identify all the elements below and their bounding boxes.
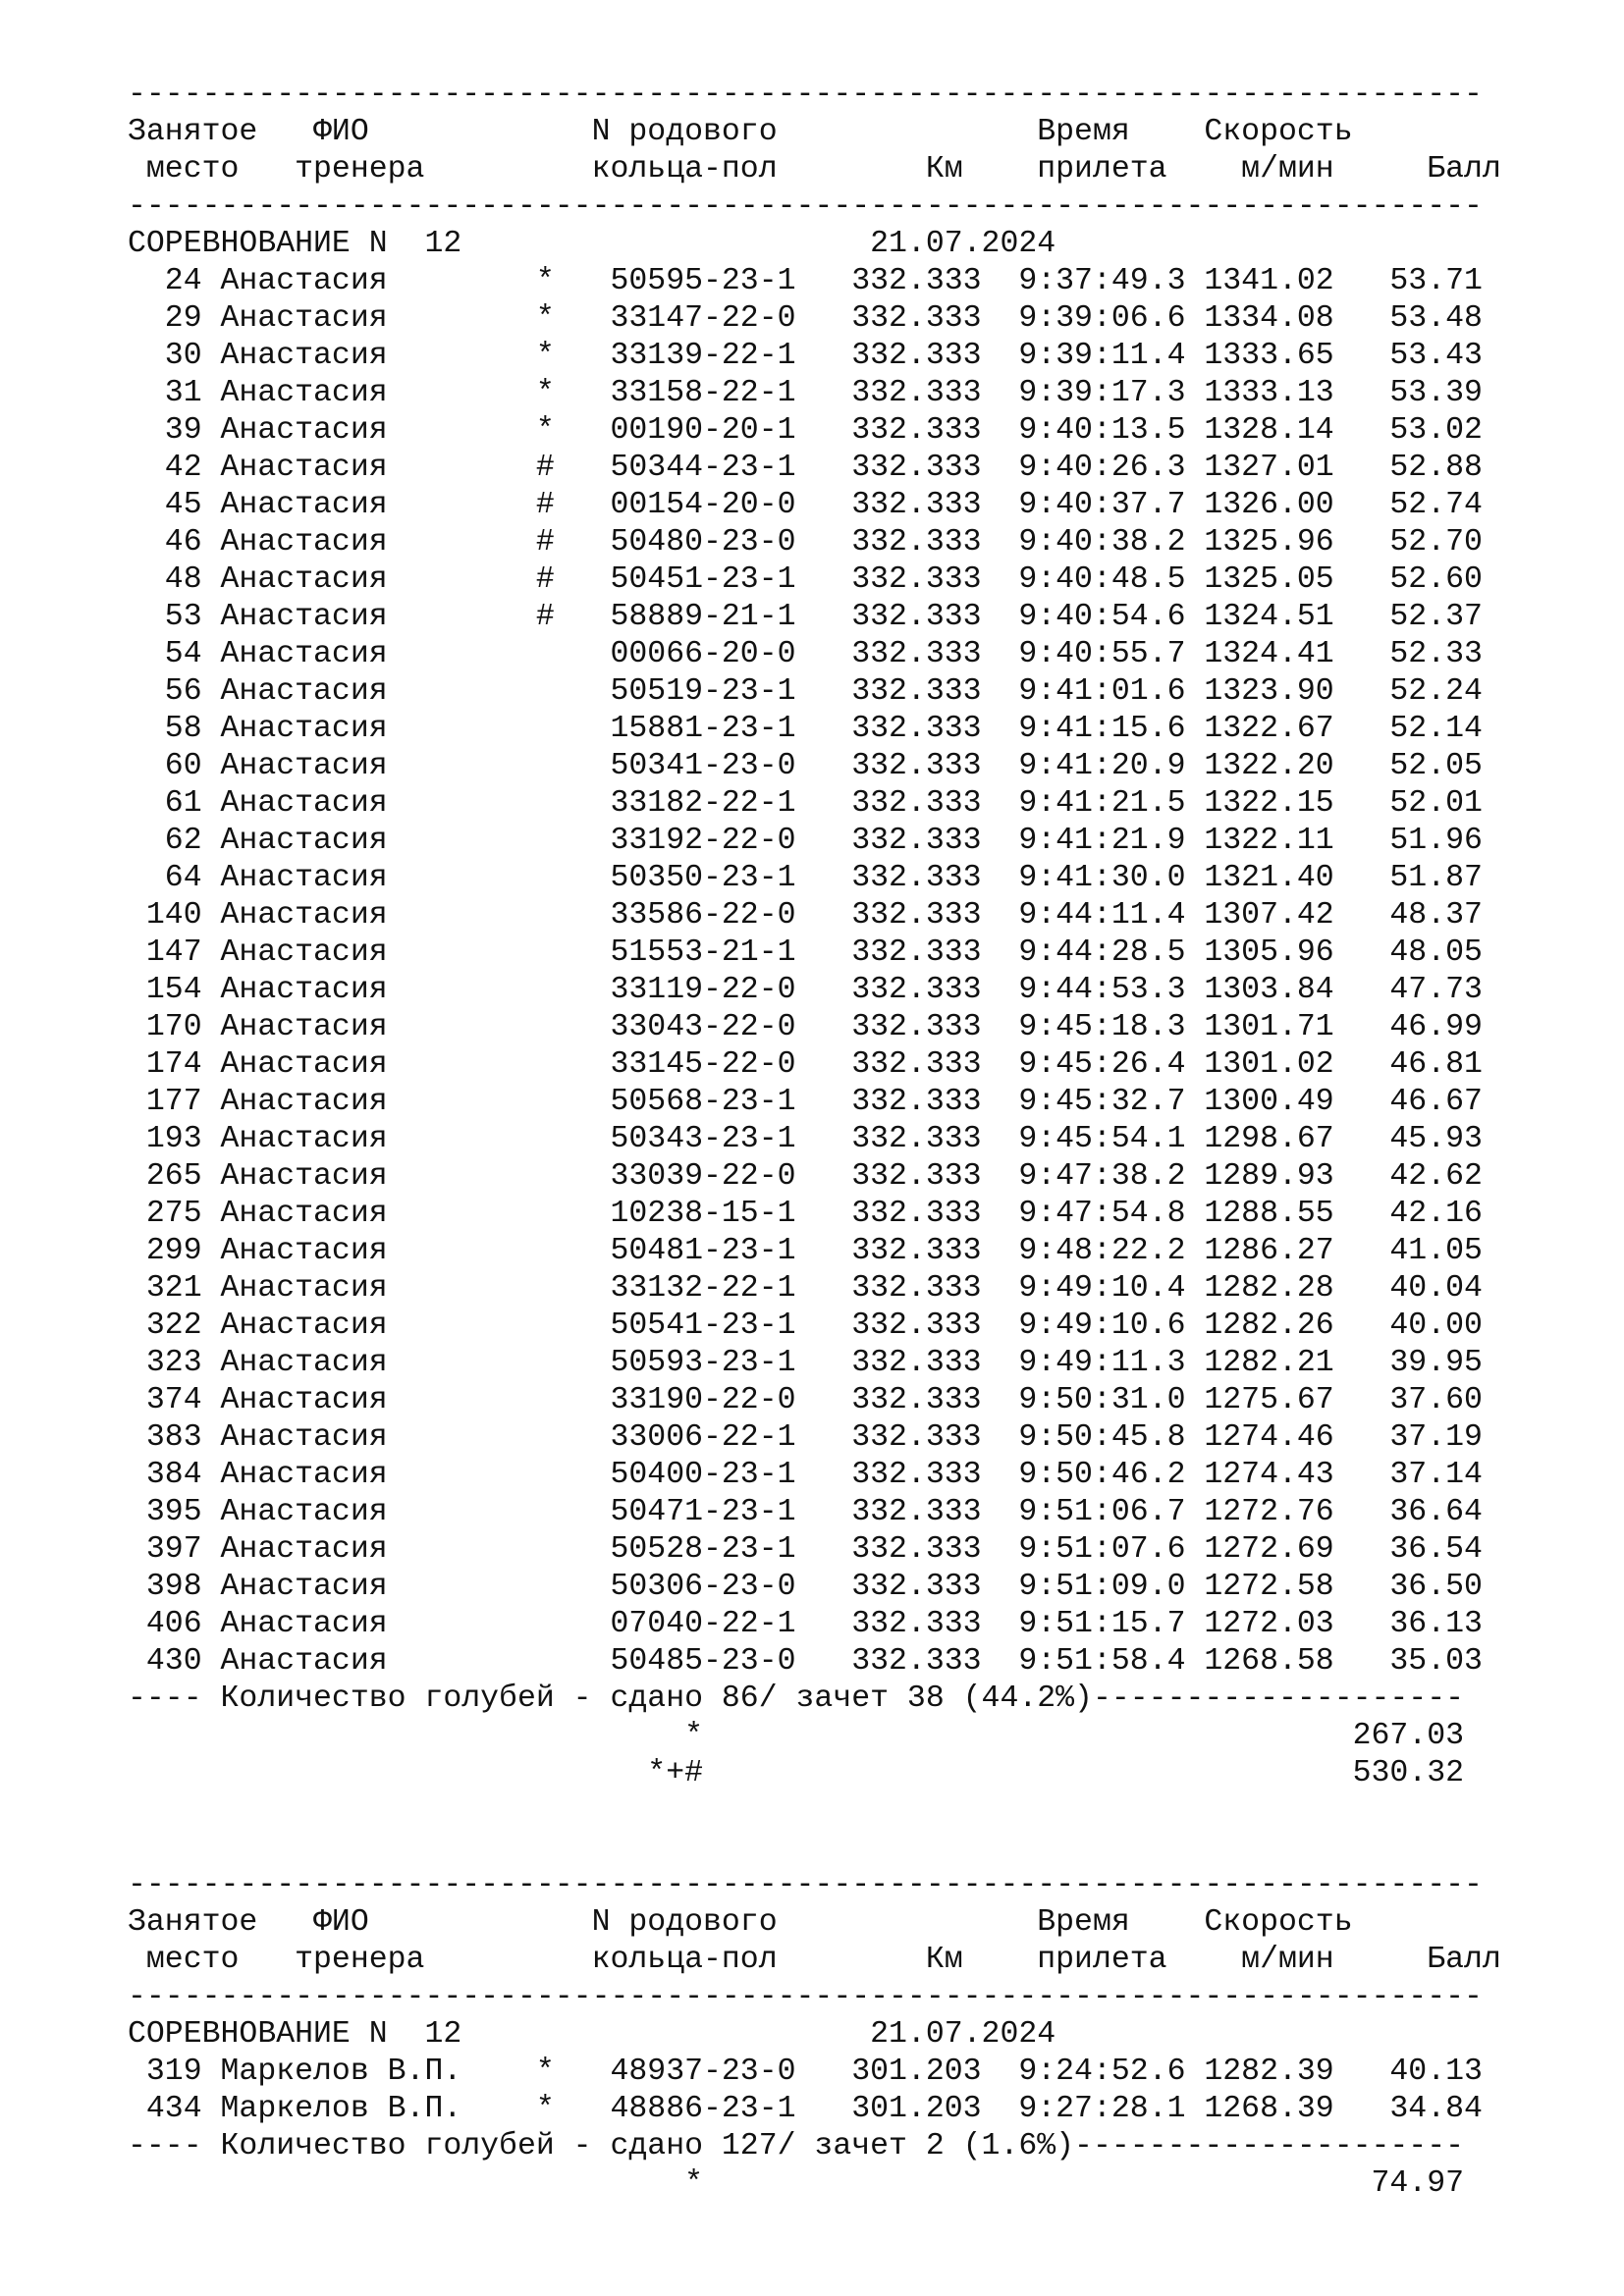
- table-row: 319 Маркелов В.П. * 48937-23-0 301.203 9:24:52.6 1282.39 40.13: [128, 2055, 1483, 2089]
- table-row: 434 Маркелов В.П. * 48886-23-1 301.203 9:27:28.1 1268.39 34.84: [128, 2092, 1483, 2126]
- table-row: 406 Анастасия 07040-22-1 332.333 9:51:15.7 1272.03 36.13: [128, 1607, 1483, 1641]
- table-row: 170 Анастасия 33043-22-0 332.333 9:45:18.3 1301.71 46.99: [128, 1010, 1483, 1044]
- table-row: 62 Анастасия 33192-22-0 332.333 9:41:21.9 1322.11 51.96: [128, 824, 1483, 858]
- table-row: 321 Анастасия 33132-22-1 332.333 9:49:10.4 1282.28 40.04: [128, 1271, 1483, 1306]
- table-row: 46 Анастасия # 50480-23-0 332.333 9:40:38.2 1325.96 52.70: [128, 525, 1483, 560]
- table-row: 193 Анастасия 50343-23-1 332.333 9:45:54.1 1298.67 45.93: [128, 1122, 1483, 1156]
- table-row: 30 Анастасия * 33139-22-1 332.333 9:39:11.4 1333.65 53.43: [128, 339, 1483, 373]
- table-row: 24 Анастасия * 50595-23-1 332.333 9:37:49.3 1341.02 53.71: [128, 264, 1483, 298]
- table-row: 299 Анастасия 50481-23-1 332.333 9:48:22.2 1286.27 41.05: [128, 1234, 1483, 1268]
- table-row: 322 Анастасия 50541-23-1 332.333 9:49:10.6 1282.26 40.00: [128, 1308, 1483, 1343]
- competition-line: СОРЕВНОВАНИЕ N 12 21.07.2024: [128, 227, 1056, 261]
- table-row: 140 Анастасия 33586-22-0 332.333 9:44:11.4 1307.42 48.37: [128, 898, 1483, 933]
- table-row: 61 Анастасия 33182-22-1 332.333 9:41:21.5 1322.15 52.01: [128, 786, 1483, 821]
- table-row: 174 Анастасия 33145-22-0 332.333 9:45:26.4 1301.02 46.81: [128, 1047, 1483, 1082]
- column-header-line: место тренера кольца-пол Км прилета м/мин Балл: [128, 152, 1501, 187]
- table-row: 398 Анастасия 50306-23-0 332.333 9:51:09.0 1272.58 36.50: [128, 1570, 1483, 1604]
- table-row: 374 Анастасия 33190-22-0 332.333 9:50:31.0 1275.67 37.60: [128, 1383, 1483, 1417]
- rule-line: -------------------------------------------------------------------------: [128, 1980, 1483, 2014]
- table-row: 323 Анастасия 50593-23-1 332.333 9:49:11.3 1282.21 39.95: [128, 1346, 1483, 1380]
- total-line: * 267.03: [128, 1719, 1465, 1753]
- spacer: [128, 1792, 1501, 1830]
- table-row: 154 Анастасия 33119-22-0 332.333 9:44:53.3 1303.84 47.73: [128, 973, 1483, 1007]
- summary-line: ---- Количество голубей - сдано 86/ зачет 38 (44.2%)--------------------: [128, 1682, 1465, 1716]
- table-row: 48 Анастасия # 50451-23-1 332.333 9:40:48.5 1325.05 52.60: [128, 562, 1483, 597]
- rule-line: -------------------------------------------------------------------------: [128, 1868, 1483, 1902]
- table-row: 60 Анастасия 50341-23-0 332.333 9:41:20.9 1322.20 52.05: [128, 749, 1483, 783]
- table-row: 147 Анастасия 51553-21-1 332.333 9:44:28.5 1305.96 48.05: [128, 935, 1483, 970]
- table-row: 430 Анастасия 50485-23-0 332.333 9:51:58.4 1268.58 35.03: [128, 1644, 1483, 1679]
- rule-line: -------------------------------------------------------------------------: [128, 189, 1483, 224]
- spacer: [128, 1830, 1501, 1867]
- column-header-line: Занятое ФИО N родового Время Скорость: [128, 115, 1353, 149]
- table-row: 383 Анастасия 33006-22-1 332.333 9:50:45.8 1274.46 37.19: [128, 1420, 1483, 1455]
- table-row: 64 Анастасия 50350-23-1 332.333 9:41:30.0 1321.40 51.87: [128, 861, 1483, 895]
- column-header-line: место тренера кольца-пол Км прилета м/мин Балл: [128, 1943, 1501, 1977]
- table-row: 384 Анастасия 50400-23-1 332.333 9:50:46.2 1274.43 37.14: [128, 1458, 1483, 1492]
- table-row: 29 Анастасия * 33147-22-0 332.333 9:39:06.6 1334.08 53.48: [128, 301, 1483, 336]
- table-row: 275 Анастасия 10238-15-1 332.333 9:47:54.8 1288.55 42.16: [128, 1197, 1483, 1231]
- competition-line: СОРЕВНОВАНИЕ N 12 21.07.2024: [128, 2017, 1056, 2052]
- table-row: 58 Анастасия 15881-23-1 332.333 9:41:15.6 1322.67 52.14: [128, 712, 1483, 746]
- table-row: 397 Анастасия 50528-23-1 332.333 9:51:07.6 1272.69 36.54: [128, 1532, 1483, 1567]
- column-header-line: Занятое ФИО N родового Время Скорость: [128, 1905, 1353, 1940]
- results-document: [128, 77, 1501, 2203]
- table-row: 54 Анастасия 00066-20-0 332.333 9:40:55.7 1324.41 52.33: [128, 637, 1483, 671]
- table-row: 53 Анастасия # 58889-21-1 332.333 9:40:54.6 1324.51 52.37: [128, 600, 1483, 634]
- total-line: * 74.97: [128, 2166, 1465, 2201]
- table-row: 56 Анастасия 50519-23-1 332.333 9:41:01.6 1323.90 52.24: [128, 674, 1483, 709]
- table-row: 42 Анастасия # 50344-23-1 332.333 9:40:26.3 1327.01 52.88: [128, 451, 1483, 485]
- summary-line: ---- Количество голубей - сдано 127/ зачет 2 (1.6%)---------------------: [128, 2129, 1465, 2163]
- table-row: 177 Анастасия 50568-23-1 332.333 9:45:32.7 1300.49 46.67: [128, 1085, 1483, 1119]
- table-row: 31 Анастасия * 33158-22-1 332.333 9:39:17.3 1333.13 53.39: [128, 376, 1483, 410]
- table-row: 265 Анастасия 33039-22-0 332.333 9:47:38.2 1289.93 42.62: [128, 1159, 1483, 1194]
- rule-line: -------------------------------------------------------------------------: [128, 78, 1483, 112]
- table-row: 45 Анастасия # 00154-20-0 332.333 9:40:37.7 1326.00 52.74: [128, 488, 1483, 522]
- table-row: 39 Анастасия * 00190-20-1 332.333 9:40:13.5 1328.14 53.02: [128, 413, 1483, 448]
- table-row: 395 Анастасия 50471-23-1 332.333 9:51:06.7 1272.76 36.64: [128, 1495, 1483, 1529]
- total-line: *+# 530.32: [128, 1756, 1465, 1790]
